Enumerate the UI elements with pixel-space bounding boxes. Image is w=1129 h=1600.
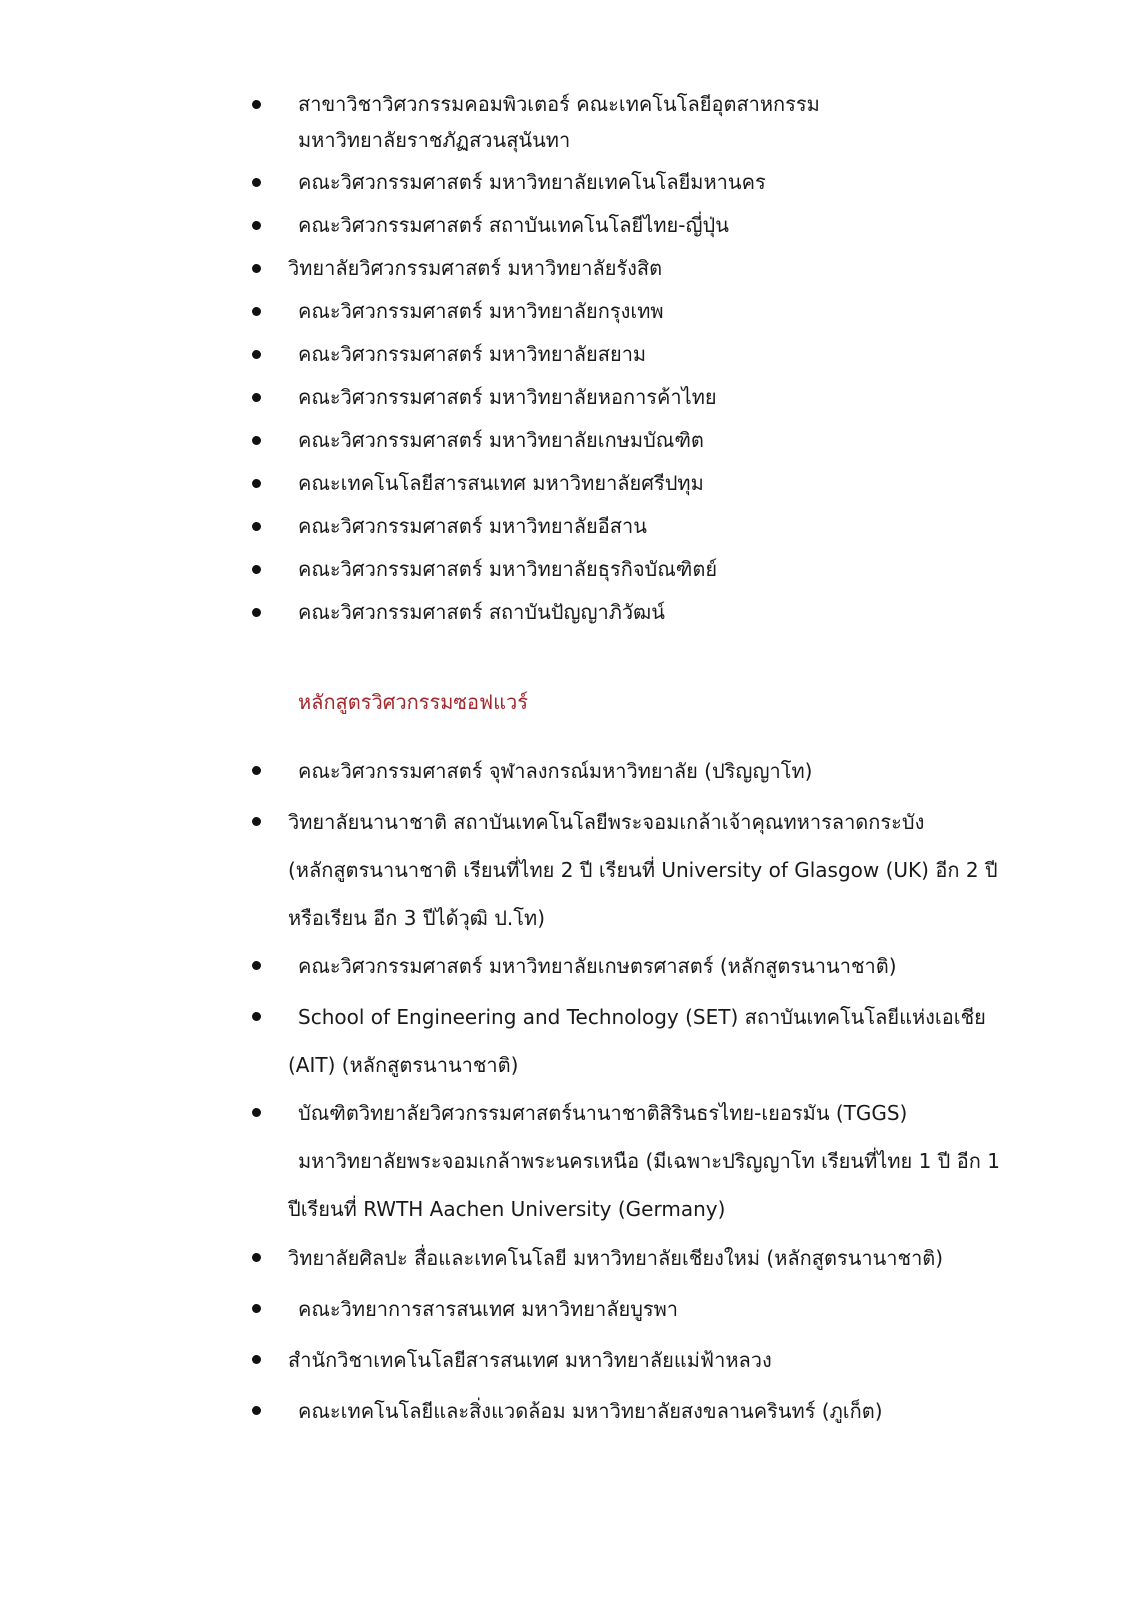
- bullet-icon: [252, 522, 261, 531]
- list-item-line: (หลักสูตรนานาชาติ เรียนที่ไทย 2 ปี เรียนที่ University of Glasgow (UK) อีก 2 ปี: [288, 858, 998, 882]
- bullet-icon: [252, 436, 261, 445]
- list-item-line: วิทยาลัยศิลปะ สื่อและเทคโนโลยี มหาวิทยาลัยเชียงใหม่ (หลักสูตรนานาชาติ): [288, 1246, 944, 1270]
- list-item-line: คณะเทคโนโลยีสารสนเทศ มหาวิทยาลัยศรีปทุม: [298, 471, 704, 495]
- bullet-icon: [252, 1012, 261, 1021]
- list-item-text: [298, 1285, 998, 1333]
- bullet-icon: [252, 1406, 261, 1415]
- list-item-text: [298, 164, 998, 200]
- list-item-line: วิทยาลัยนานาชาติ สถาบันเทคโนโลยีพระจอมเกล้าเจ้าคุณทหารลาดกระบัง: [288, 810, 925, 834]
- list-item-line: มหาวิทยาลัยราชภัฏสวนสุนันทา: [298, 128, 571, 152]
- list-item-line: คณะวิศวกรรมศาสตร์ มหาวิทยาลัยอีสาน: [298, 514, 647, 538]
- bullet-icon: [252, 565, 261, 574]
- list-item-line: (AIT) (หลักสูตรนานาชาติ): [288, 1053, 519, 1077]
- list-item-line: วิทยาลัยวิศวกรรมศาสตร์ มหาวิทยาลัยรังสิต: [288, 256, 663, 280]
- list-item-text: [288, 250, 998, 286]
- bullet-icon: [252, 100, 261, 109]
- bullet-icon: [252, 1253, 261, 1262]
- bullet-icon: [252, 817, 261, 826]
- bullet-icon: [252, 1355, 261, 1364]
- list-item-line: คณะวิศวกรรมศาสตร์ จุฬาลงกรณ์มหาวิทยาลัย (ปริญญาโท): [298, 759, 813, 783]
- list-item-line: มหาวิทยาลัยพระจอมเกล้าพระนครเหนือ (มีเฉพาะปริญญาโท เรียนที่ไทย 1 ปี อีก 1: [298, 1149, 1000, 1173]
- bullet-icon: [252, 608, 261, 617]
- list-item-text: [288, 993, 998, 1089]
- list-item-text: [298, 508, 998, 544]
- list-item-text: [298, 422, 998, 458]
- list-item-text: [298, 465, 998, 501]
- list-item-line: คณะวิศวกรรมศาสตร์ มหาวิทยาลัยสยาม: [298, 342, 647, 366]
- bullet-icon: [252, 393, 261, 402]
- list-item-text: [288, 1234, 998, 1282]
- list-item-line: คณะวิศวกรรมศาสตร์ มหาวิทยาลัยเทคโนโลยีมหานคร: [298, 170, 766, 194]
- bullet-icon: [252, 350, 261, 359]
- list-item-line: คณะวิศวกรรมศาสตร์ มหาวิทยาลัยธุรกิจบัณฑิตย์: [298, 557, 718, 581]
- list-item-line: คณะวิศวกรรมศาสตร์ สถาบันปัญญาภิวัฒน์: [298, 600, 665, 624]
- list-item-text: [298, 747, 998, 795]
- bullet-icon: [252, 961, 261, 970]
- list-item-text: [288, 1089, 1000, 1233]
- list-item-line: คณะวิศวกรรมศาสตร์ มหาวิทยาลัยเกษมบัณฑิต: [298, 428, 704, 452]
- list-item-text: [298, 86, 998, 158]
- list-item-line: คณะวิศวกรรมศาสตร์ มหาวิทยาลัยกรุงเทพ: [298, 299, 664, 323]
- list-item-line: สาขาวิชาวิศวกรรมคอมพิวเตอร์ คณะเทคโนโลยีอุตสาหกรรม: [298, 92, 820, 116]
- bullet-icon: [252, 178, 261, 187]
- bullet-icon: [252, 766, 261, 775]
- bullet-icon: [252, 479, 261, 488]
- list-item-line: คณะวิศวกรรมศาสตร์ สถาบันเทคโนโลยีไทย-ญี่ปุ่น: [298, 213, 729, 237]
- list-item-line: สำนักวิชาเทคโนโลยีสารสนเทศ มหาวิทยาลัยแม่ฟ้าหลวง: [288, 1348, 772, 1372]
- bullet-icon: [252, 307, 261, 316]
- list-item-text: [298, 336, 998, 372]
- list-item-text: [288, 1336, 998, 1384]
- bullet-icon: [252, 1108, 261, 1117]
- bullet-icon: [252, 264, 261, 273]
- list-item-line: คณะวิศวกรรมศาสตร์ มหาวิทยาลัยเกษตรศาสตร์ (หลักสูตรนานาชาติ): [298, 954, 897, 978]
- list-item-text: [298, 594, 998, 630]
- list-item-line: คณะวิศวกรรมศาสตร์ มหาวิทยาลัยหอการค้าไทย: [298, 385, 717, 409]
- list-item-line: คณะเทคโนโลยีและสิ่งแวดล้อม มหาวิทยาลัยสงขลานครินทร์ (ภูเก็ต): [298, 1399, 883, 1423]
- list-item-text: [298, 379, 998, 415]
- list-item-text: [298, 207, 998, 243]
- list-item-line: บัณฑิตวิทยาลัยวิศวกรรมศาสตร์นานาชาติสิรินธรไทย-เยอรมัน (TGGS): [298, 1101, 908, 1125]
- list-item-line: คณะวิทยาการสารสนเทศ มหาวิทยาลัยบูรพา: [298, 1297, 679, 1321]
- list-item-line: ปีเรียนที่ RWTH Aachen University (Germany): [288, 1197, 726, 1221]
- bullet-icon: [252, 221, 261, 230]
- list-item-text: [288, 798, 998, 942]
- list-item-line: School of Engineering and Technology (SET) สถาบันเทคโนโลยีแห่งเอเชีย: [298, 1005, 986, 1029]
- bullet-icon: [252, 1304, 261, 1313]
- list-item-text: [298, 1387, 998, 1435]
- list-item-text: [298, 551, 998, 587]
- list-item-text: [298, 293, 998, 329]
- section-heading-software-engineering: หลักสูตรวิศวกรรมซอฟแวร์: [298, 690, 529, 714]
- list-item-line: หรือเรียน อีก 3 ปีได้วุฒิ ป.โท): [288, 906, 546, 930]
- list-item-text: [298, 942, 998, 990]
